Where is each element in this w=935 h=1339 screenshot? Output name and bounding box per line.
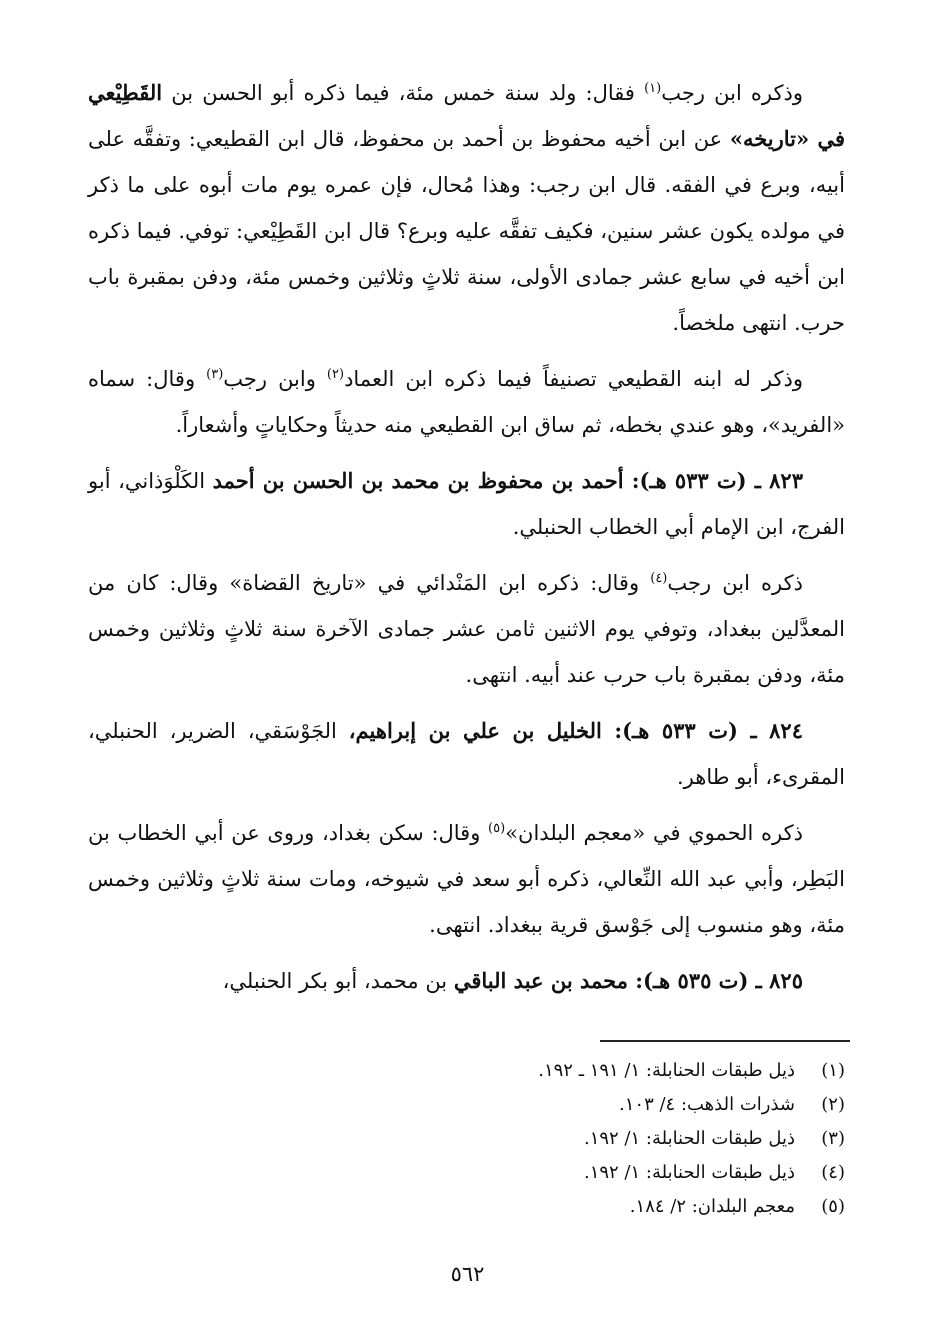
text-run: فقال: ولد سنة خمس مئة، فيما ذكره أبو الحسن بن xyxy=(162,81,645,105)
footnote-number: (٥) xyxy=(821,1196,845,1217)
text-run: وذكر له ابنه القطيعي تصنيفاً فيما ذكره ابن العماد xyxy=(344,367,803,391)
page-number: ٥٦٢ xyxy=(450,1262,485,1286)
main-text xyxy=(88,70,845,1014)
footnote-ref: (٢) xyxy=(326,367,345,382)
footnote xyxy=(88,1190,845,1224)
bold-text: ٨٢٣ ـ (ت ٥٣٣ هـ): أحمد بن محفوظ بن محمد بن الحسن بن أحمد xyxy=(212,468,803,493)
footnote-text: معجم البلدان: ٢/ ١٨٤. xyxy=(629,1196,795,1217)
text-run: وقال: ذكره ابن المَنْدائي في «تاريخ القضاة» وقال: كان من المعدَّلين ببغداد، وتوفي يوم الاثنين ثامن عشر جمادى الآخرة سنة ثلاثٍ وثلاثين وخمس مئة، ودفن بمقبرة باب حرب عند أبيه. انتهى. xyxy=(88,571,845,687)
footnote-number: (٢) xyxy=(821,1094,845,1115)
footnote-ref: (٣) xyxy=(206,367,224,382)
paragraph xyxy=(88,708,845,800)
paragraph xyxy=(88,356,845,448)
text-run: الكَلْوَذاني، أبو الفرج، ابن الإمام أبي الخطاب الحنبلي. xyxy=(88,469,845,539)
footnote xyxy=(88,1122,845,1156)
text-run: ذكره ابن رجب xyxy=(667,571,803,595)
footnote-number: (١) xyxy=(821,1060,845,1081)
footnote-divider xyxy=(600,1040,850,1042)
paragraph xyxy=(88,458,845,550)
text-run: عن ابن أخيه محفوظ بن أحمد بن محفوظ، قال ابن القطيعي: وتفقَّه على أبيه، وبرع في الفقه. قال ابن رجب: وهذا مُحال، فإن عمره يوم مات أبوه على ما ذكر في مولده يكون عشر سنين، فكيف تفقَّه عليه وبرع؟ قال ابن القَطِيْعي: توفي. فيما ذكره ابن أخيه في سابع عشر جمادى الأولى، سنة ثلاثٍ وثلاثين وخمس مئة، ودفن بمقبرة باب حرب. انتهى ملخصاً. xyxy=(88,127,845,335)
footnote-text: شذرات الذهب: ٤/ ١٠٣. xyxy=(619,1094,795,1115)
footnote xyxy=(88,1088,845,1122)
bold-text: القَطِيْعي في «تاريخه» xyxy=(88,80,845,151)
paragraph xyxy=(88,70,845,346)
paragraph xyxy=(88,560,845,698)
bold-text: ٨٢٥ ـ (ت ٥٣٥ هـ): محمد بن عبد الباقي xyxy=(453,968,803,993)
paragraph xyxy=(88,958,845,1004)
footnote-text: ذيل طبقات الحنابلة: ١/ ١٩٢. xyxy=(583,1162,795,1183)
footnote-number: (٤) xyxy=(821,1162,845,1183)
text-run: وقال: سماه «الفريد»، وهو عندي بخطه، ثم ساق ابن القطيعي منه حديثاً وحكاياتٍ وأشعاراً. xyxy=(88,367,845,437)
footnote xyxy=(88,1054,845,1088)
bold-text: ٨٢٤ ـ (ت ٥٣٣ هـ): الخليل بن علي بن إبراهيم، xyxy=(348,718,803,743)
footnote-text: ذيل طبقات الحنابلة: ١/ ١٩٢. xyxy=(583,1128,795,1149)
footnotes xyxy=(88,1054,845,1224)
footnote-ref: (٥) xyxy=(488,821,506,836)
footnote xyxy=(88,1156,845,1190)
footnote-ref: (٤) xyxy=(650,571,668,586)
text-run: بن محمد، أبو بكر الحنبلي، xyxy=(222,969,454,993)
footnote-ref: (١) xyxy=(644,81,662,96)
text-run: وقال: سكن بغداد، وروى عن أبي الخطاب بن البَطِر، وأبي عبد الله النِّعالي، ذكره أبو سعد في شيوخه، ومات سنة ثلاثٍ وثلاثين وخمس مئة، وهو منسوب إلى جَوْسق قرية ببغداد. انتهى. xyxy=(88,821,845,937)
text-run: وابن رجب xyxy=(223,367,327,391)
text-run: الجَوْسَقي، الضرير، الحنبلي، المقرىء، أبو طاهر. xyxy=(88,719,845,789)
footnote-text: ذيل طبقات الحنابلة: ١/ ١٩١ ـ ١٩٢. xyxy=(538,1060,795,1081)
text-run: ذكره الحموي في «معجم البلدان» xyxy=(505,821,803,845)
paragraph xyxy=(88,810,845,948)
footnote-number: (٣) xyxy=(821,1128,845,1149)
text-run: وذكره ابن رجب xyxy=(661,81,804,105)
